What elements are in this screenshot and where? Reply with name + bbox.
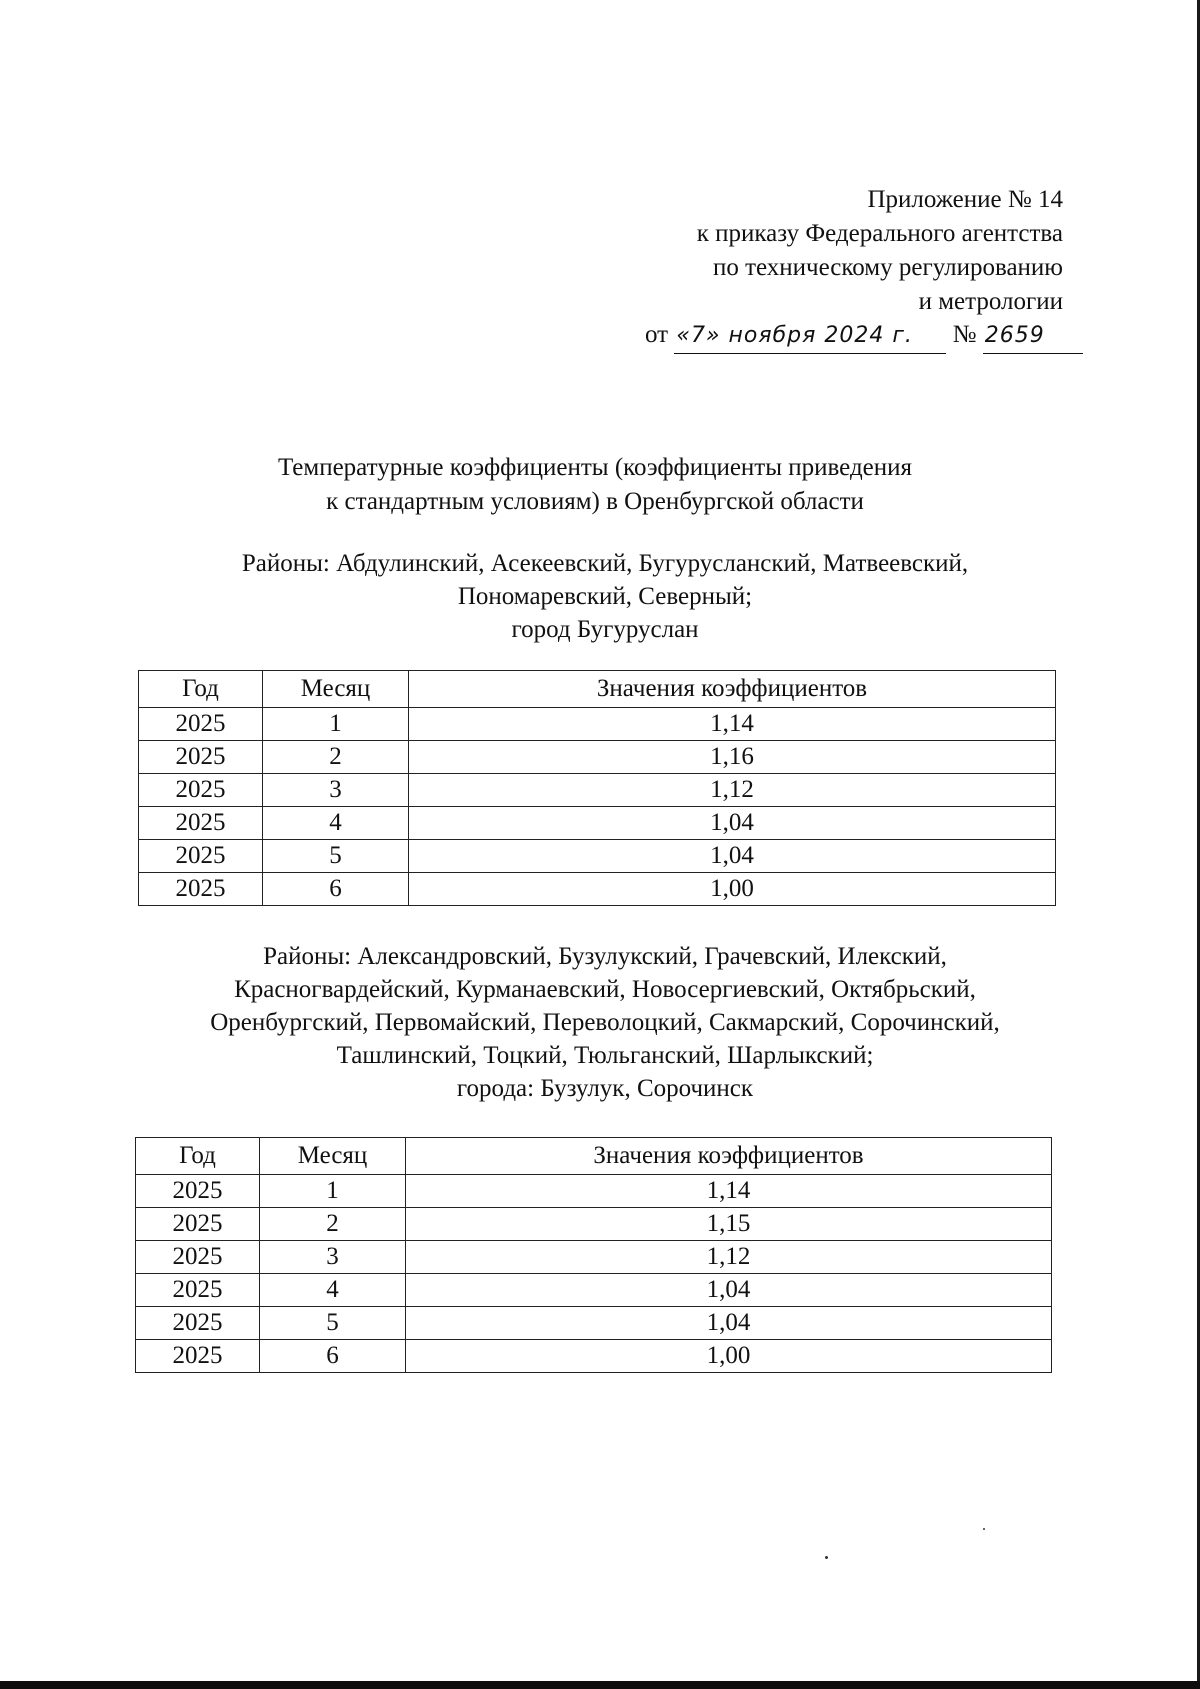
order-number-handwritten: 2659: [983, 319, 1083, 354]
coefficient-table-1: [138, 670, 1056, 906]
cell-month: 1: [260, 1175, 406, 1208]
region-line: Районы: Абдулинский, Асекеевский, Бугурусланский, Матвеевский,: [241, 550, 969, 577]
header-value: Значения коэффициентов: [409, 671, 1056, 708]
cell-year: 2025: [139, 708, 263, 741]
region-line: Оренбургский, Первомайский, Переволоцкий, Сакмарский, Сорочинский,: [210, 1009, 1000, 1036]
cell-value: 1,04: [406, 1274, 1052, 1307]
cell-value: 1,14: [409, 708, 1056, 741]
appendix-line: Приложение № 14: [867, 186, 1063, 213]
table-row: [139, 840, 1056, 873]
appendix-line: к приказу Федерального агентства: [696, 220, 1063, 247]
scan-edge-bottom: [0, 1681, 1200, 1689]
table-row: [139, 774, 1056, 807]
region-line: город Бугуруслан: [511, 616, 699, 643]
table-header-row: [136, 1138, 1052, 1175]
cell-value: 1,14: [406, 1175, 1052, 1208]
cell-year: 2025: [136, 1307, 260, 1340]
cell-value: 1,12: [406, 1241, 1052, 1274]
scan-speck: [983, 1528, 985, 1530]
region-line: Пономаревский, Северный;: [457, 583, 753, 610]
table-row: [139, 708, 1056, 741]
header-month: Месяц: [260, 1138, 406, 1175]
cell-value: 1,04: [409, 807, 1056, 840]
cell-month: 3: [260, 1241, 406, 1274]
cell-month: 6: [263, 873, 409, 906]
table-row: [136, 1307, 1052, 1340]
cell-month: 3: [263, 774, 409, 807]
table-header-row: [139, 671, 1056, 708]
cell-month: 1: [263, 708, 409, 741]
table-row: [136, 1241, 1052, 1274]
header-year: Год: [136, 1138, 260, 1175]
cell-year: 2025: [139, 741, 263, 774]
table-row: [139, 807, 1056, 840]
header-year: Год: [139, 671, 263, 708]
cell-month: 2: [263, 741, 409, 774]
table-row: [139, 873, 1056, 906]
cell-year: 2025: [136, 1241, 260, 1274]
cell-month: 4: [260, 1274, 406, 1307]
region-list-2: [110, 940, 1100, 1105]
header-month: Месяц: [263, 671, 409, 708]
cell-month: 5: [260, 1307, 406, 1340]
appendix-line: по техническому регулированию: [712, 254, 1063, 281]
table-row: [136, 1175, 1052, 1208]
cell-year: 2025: [139, 873, 263, 906]
cell-month: 2: [260, 1208, 406, 1241]
region-line: города: Бузулук, Сорочинск: [456, 1075, 754, 1102]
region-line: Красногвардейский, Курманаевский, Новосергиевский, Октябрьский,: [234, 976, 976, 1003]
appendix-line: и метрологии: [918, 288, 1063, 315]
cell-month: 4: [263, 807, 409, 840]
cell-value: 1,12: [409, 774, 1056, 807]
cell-value: 1,00: [409, 873, 1056, 906]
table-row: [136, 1208, 1052, 1241]
cell-value: 1,15: [406, 1208, 1052, 1241]
cell-year: 2025: [136, 1208, 260, 1241]
cell-year: 2025: [136, 1175, 260, 1208]
region-list-1: [110, 547, 1100, 646]
cell-value: 1,04: [409, 840, 1056, 873]
title-line: Температурные коэффициенты (коэффициенты приведения: [277, 454, 913, 481]
cell-year: 2025: [139, 807, 263, 840]
cell-month: 6: [260, 1340, 406, 1373]
cell-value: 1,04: [406, 1307, 1052, 1340]
header-value: Значения коэффициентов: [406, 1138, 1052, 1175]
cell-month: 5: [263, 840, 409, 873]
order-prefix: от: [645, 321, 669, 348]
cell-year: 2025: [139, 840, 263, 873]
order-reference: [645, 318, 1065, 354]
cell-value: 1,16: [409, 741, 1056, 774]
document-title: [180, 451, 1010, 519]
table-row: [136, 1340, 1052, 1373]
order-date-handwritten: «7» ноября 2024 г.: [674, 319, 946, 354]
appendix-header: [503, 183, 1063, 319]
cell-year: 2025: [139, 774, 263, 807]
title-line: к стандартным условиям) в Оренбургской области: [326, 488, 864, 515]
cell-year: 2025: [136, 1274, 260, 1307]
cell-value: 1,00: [406, 1340, 1052, 1373]
table-row: [139, 741, 1056, 774]
scan-speck: [825, 1556, 828, 1559]
table-row: [136, 1274, 1052, 1307]
order-number-label: №: [952, 321, 977, 348]
coefficient-table-2: [135, 1137, 1052, 1373]
region-line: Ташлинский, Тоцкий, Тюльганский, Шарлыкский;: [336, 1042, 874, 1069]
region-line: Районы: Александровский, Бузулукский, Грачевский, Илекский,: [263, 943, 947, 970]
cell-year: 2025: [136, 1340, 260, 1373]
